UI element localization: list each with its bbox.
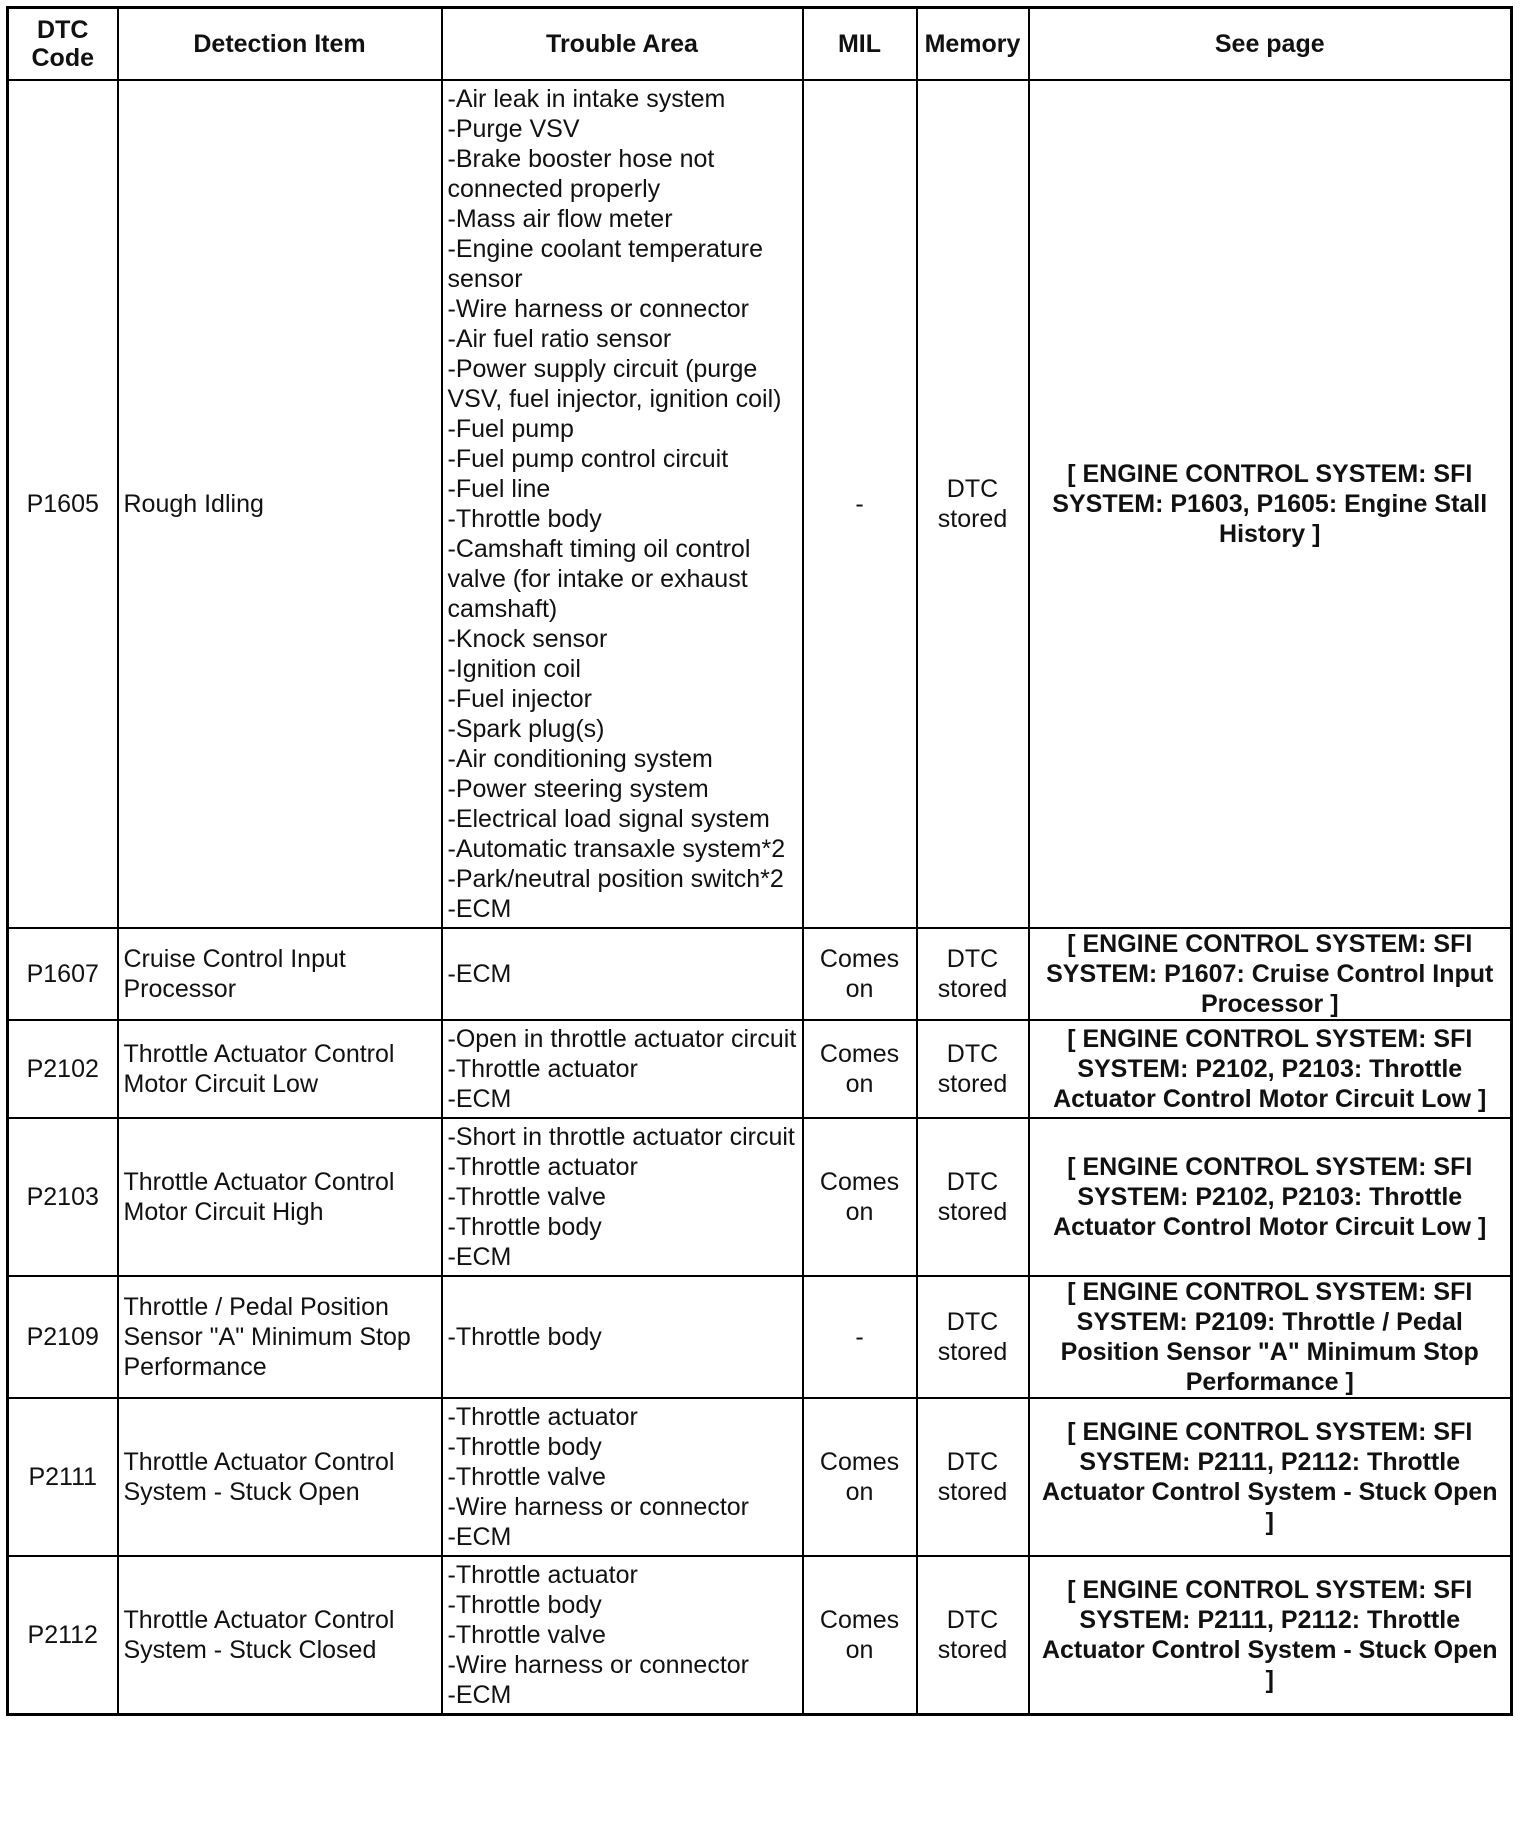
mil-cell: - [803, 1276, 917, 1398]
detection-item-cell: Rough Idling [118, 80, 442, 928]
trouble-area-cell [442, 80, 803, 928]
trouble-area-item: -Wire harness or connector [447, 1651, 750, 1679]
see-page-link[interactable]: [ ENGINE CONTROL SYSTEM: SFI SYSTEM: P2111, P2112: Throttle Actuator Control System - Stuck Open ] [1029, 1398, 1512, 1556]
trouble-area-item: -Air conditioning system [447, 745, 713, 773]
dtc-table-body [8, 80, 1512, 1715]
trouble-area-item: -ECM [447, 1523, 512, 1551]
trouble-area-item: -Throttle body [447, 1591, 602, 1619]
dtc-code-cell: P2102 [8, 1020, 118, 1118]
dtc-code-cell: P1605 [8, 80, 118, 928]
trouble-area-item: -Throttle actuator [447, 1055, 638, 1083]
memory-cell: DTC stored [917, 1020, 1029, 1118]
trouble-area-item: -Fuel pump [447, 415, 574, 443]
trouble-area-item: -Throttle actuator [447, 1561, 638, 1589]
dtc-code-cell: P1607 [8, 928, 118, 1020]
table-row [8, 1020, 1512, 1118]
dtc-table-sheet [6, 6, 1510, 1812]
trouble-area-item: -Spark plug(s) [447, 715, 605, 743]
memory-cell: DTC stored [917, 1556, 1029, 1715]
header-row [8, 8, 1512, 81]
dtc-code-cell: P2112 [8, 1556, 118, 1715]
trouble-area-cell [442, 928, 803, 1020]
mil-cell: Comes on [803, 1556, 917, 1715]
trouble-area-item: -Throttle body [447, 1433, 602, 1461]
trouble-area-item: -Automatic transaxle system*2 [447, 835, 786, 863]
trouble-area-item: -Purge VSV [447, 115, 580, 143]
table-row [8, 928, 1512, 1020]
trouble-area-cell [442, 1276, 803, 1398]
trouble-area-item: -Short in throttle actuator circuit [447, 1123, 795, 1151]
see-page-link[interactable]: [ ENGINE CONTROL SYSTEM: SFI SYSTEM: P1607: Cruise Control Input Processor ] [1029, 928, 1512, 1020]
header-memory: Memory [917, 8, 1029, 81]
trouble-area-item: -Throttle actuator [447, 1403, 638, 1431]
detection-item-cell: Throttle / Pedal Position Sensor "A" Minimum Stop Performance [118, 1276, 442, 1398]
table-row [8, 1118, 1512, 1276]
header-trouble-area: Trouble Area [442, 8, 803, 81]
mil-cell: Comes on [803, 1398, 917, 1556]
trouble-area-item: -Open in throttle actuator circuit [447, 1025, 797, 1053]
header-detection-item: Detection Item [118, 8, 442, 81]
memory-cell: DTC stored [917, 1118, 1029, 1276]
trouble-area-item: -Park/neutral position switch*2 [447, 865, 784, 893]
table-row [8, 1556, 1512, 1715]
mil-cell: Comes on [803, 1118, 917, 1276]
trouble-area-item: -ECM [447, 1681, 512, 1709]
trouble-area-item: -Electrical load signal system [447, 805, 770, 833]
memory-cell: DTC stored [917, 1276, 1029, 1398]
trouble-area-item: -ECM [447, 895, 512, 923]
see-page-link[interactable]: [ ENGINE CONTROL SYSTEM: SFI SYSTEM: P2111, P2112: Throttle Actuator Control System - Stuck Open ] [1029, 1556, 1512, 1715]
trouble-area-item: -ECM [447, 1085, 512, 1113]
trouble-area-item: -Power supply circuit (purge VSV, fuel injector, ignition coil) [447, 355, 782, 413]
trouble-area-item: -Brake booster hose not connected properly [447, 145, 715, 203]
dtc-table [6, 6, 1513, 1716]
trouble-area-item: -Throttle valve [447, 1183, 606, 1211]
trouble-area-cell [442, 1556, 803, 1715]
detection-item-cell: Throttle Actuator Control System - Stuck Closed [118, 1556, 442, 1715]
trouble-area-item: -Air leak in intake system [447, 85, 726, 113]
detection-item-cell: Throttle Actuator Control System - Stuck Open [118, 1398, 442, 1556]
trouble-area-item: -ECM [447, 1243, 512, 1271]
trouble-area-item: -Mass air flow meter [447, 205, 673, 233]
trouble-area-item: -Throttle body [447, 1323, 602, 1351]
detection-item-cell: Throttle Actuator Control Motor Circuit Low [118, 1020, 442, 1118]
trouble-area-item: -Wire harness or connector [447, 1493, 750, 1521]
trouble-area-item: -Wire harness or connector [447, 295, 750, 323]
trouble-area-item: -Fuel line [447, 475, 551, 503]
mil-cell: Comes on [803, 1020, 917, 1118]
table-row [8, 1276, 1512, 1398]
trouble-area-cell [442, 1020, 803, 1118]
trouble-area-item: -Throttle valve [447, 1621, 606, 1649]
mil-cell: - [803, 80, 917, 928]
header-dtc-code: DTC Code [8, 8, 118, 81]
dtc-code-cell: P2103 [8, 1118, 118, 1276]
see-page-link[interactable]: [ ENGINE CONTROL SYSTEM: SFI SYSTEM: P2102, P2103: Throttle Actuator Control Motor Circuit Low ] [1029, 1118, 1512, 1276]
trouble-area-item: -Engine coolant temperature sensor [447, 235, 763, 293]
memory-cell: DTC stored [917, 928, 1029, 1020]
table-row [8, 1398, 1512, 1556]
header-mil: MIL [803, 8, 917, 81]
trouble-area-item: -Ignition coil [447, 655, 581, 683]
see-page-link[interactable]: [ ENGINE CONTROL SYSTEM: SFI SYSTEM: P2102, P2103: Throttle Actuator Control Motor Circuit Low ] [1029, 1020, 1512, 1118]
detection-item-cell: Throttle Actuator Control Motor Circuit High [118, 1118, 442, 1276]
see-page-link[interactable]: [ ENGINE CONTROL SYSTEM: SFI SYSTEM: P1603, P1605: Engine Stall History ] [1029, 80, 1512, 928]
trouble-area-cell [442, 1398, 803, 1556]
trouble-area-item: -Camshaft timing oil control valve (for intake or exhaust camshaft) [447, 535, 751, 623]
trouble-area-item: -ECM [447, 960, 512, 988]
trouble-area-item: -Knock sensor [447, 625, 608, 653]
trouble-area-item: -Throttle body [447, 1213, 602, 1241]
memory-cell: DTC stored [917, 80, 1029, 928]
trouble-area-cell [442, 1118, 803, 1276]
see-page-link[interactable]: [ ENGINE CONTROL SYSTEM: SFI SYSTEM: P2109: Throttle / Pedal Position Sensor "A" Minimum Stop Performance ] [1029, 1276, 1512, 1398]
trouble-area-item: -Fuel pump control circuit [447, 445, 729, 473]
trouble-area-item: -Fuel injector [447, 685, 592, 713]
dtc-code-cell: P2111 [8, 1398, 118, 1556]
trouble-area-item: -Throttle valve [447, 1463, 606, 1491]
header-see-page: See page [1029, 8, 1512, 81]
trouble-area-item: -Throttle actuator [447, 1153, 638, 1181]
table-row [8, 80, 1512, 928]
dtc-code-cell: P2109 [8, 1276, 118, 1398]
detection-item-cell: Cruise Control Input Processor [118, 928, 442, 1020]
trouble-area-item: -Air fuel ratio sensor [447, 325, 672, 353]
trouble-area-item: -Throttle body [447, 505, 602, 533]
trouble-area-item: -Power steering system [447, 775, 709, 803]
mil-cell: Comes on [803, 928, 917, 1020]
memory-cell: DTC stored [917, 1398, 1029, 1556]
